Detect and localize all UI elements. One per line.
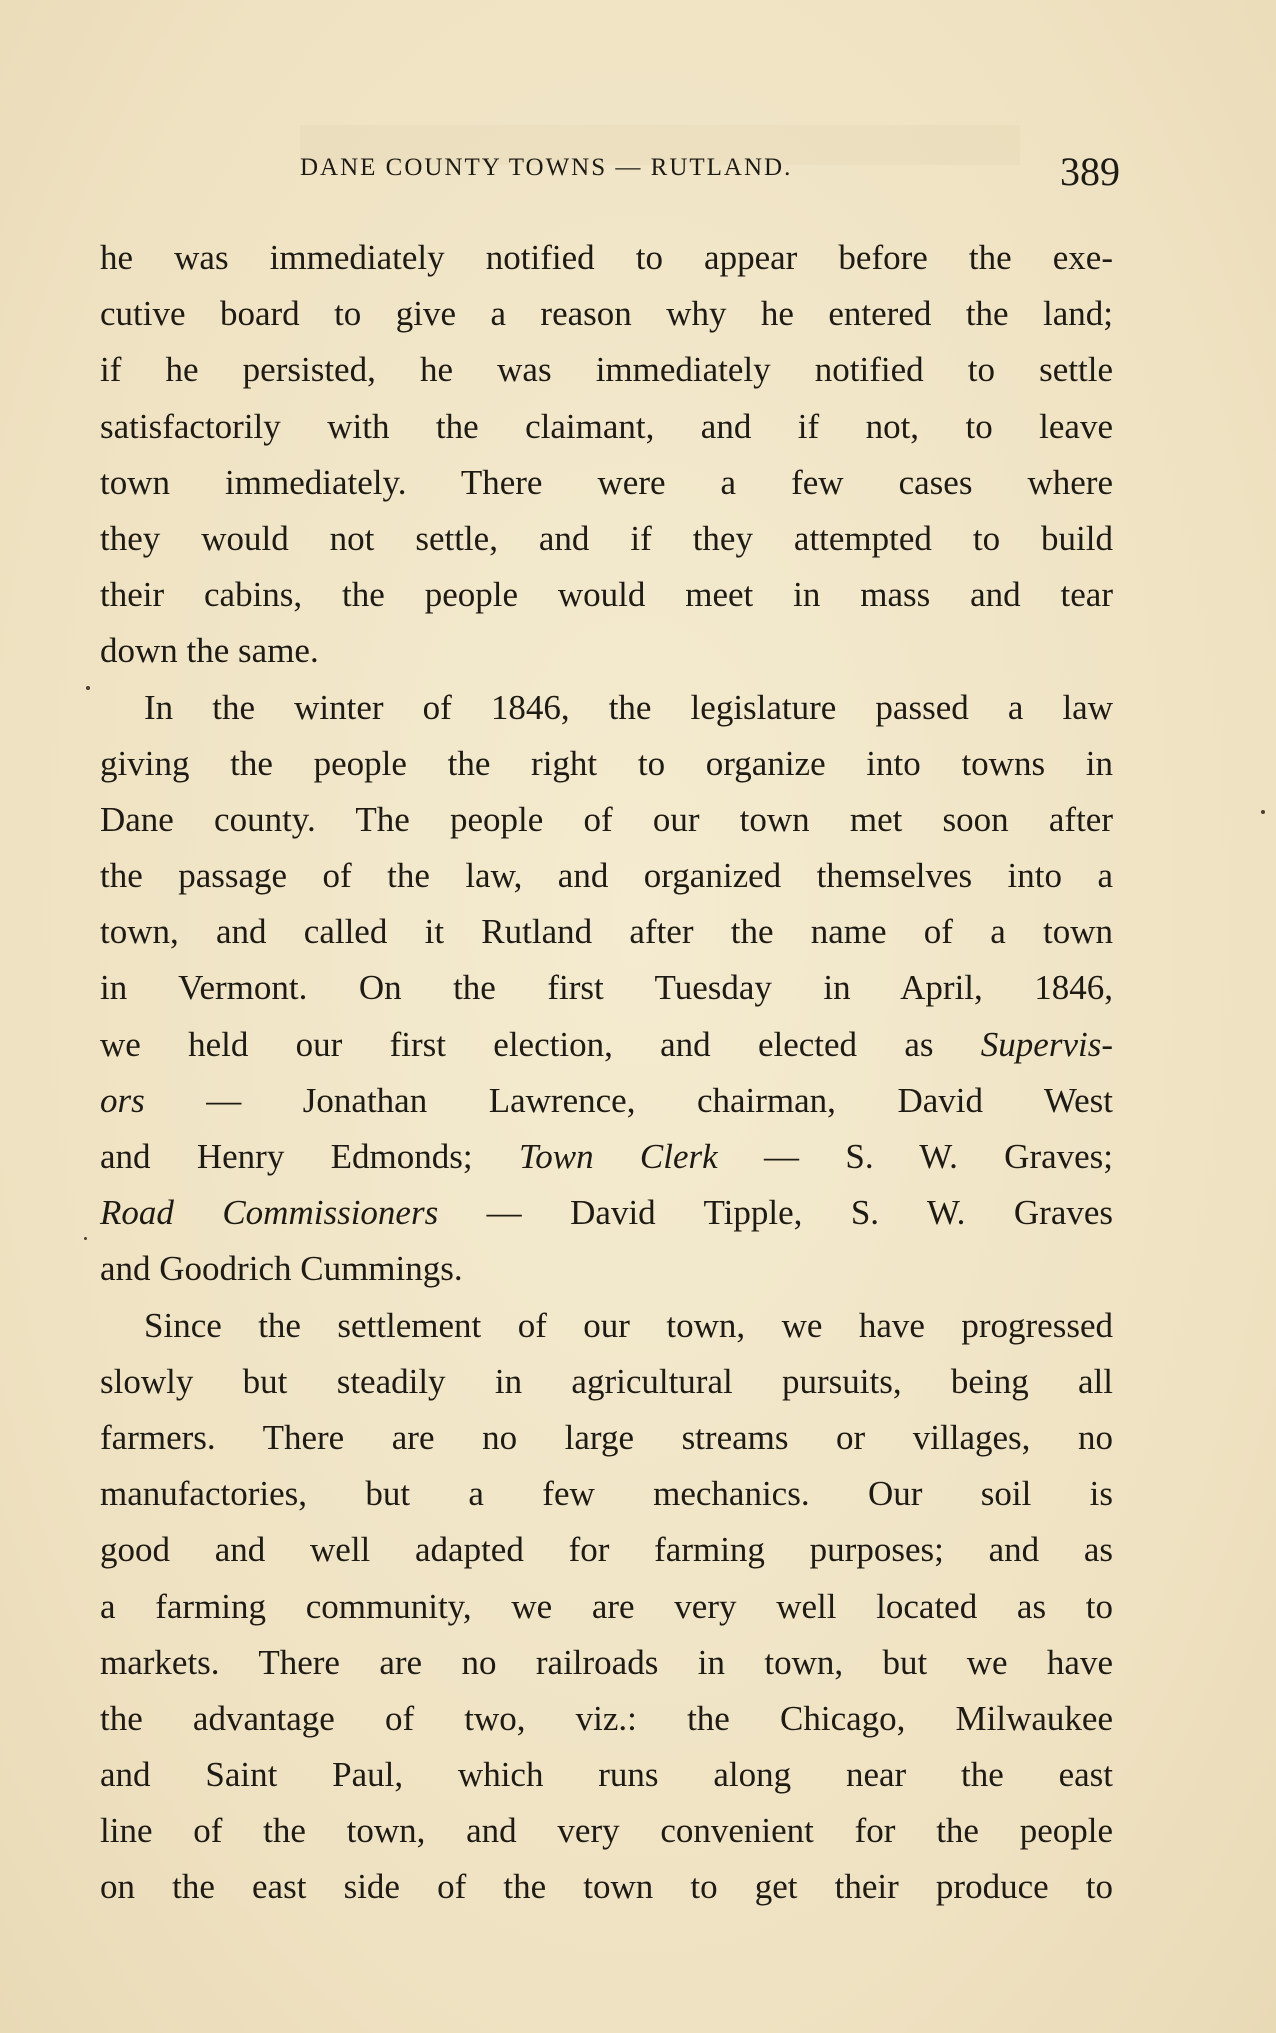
text-line: down the same. — [100, 631, 319, 671]
text-line: the advantage of two, viz.: the Chicago, Milwaukee — [100, 1698, 1113, 1738]
text-line: satisfactorily with the claimant, and if not, to leave — [100, 406, 1113, 446]
italic-term-supervisors-cont: ors — [100, 1080, 145, 1120]
text-line: Dane county. The people of our town met soon after — [100, 799, 1113, 839]
text-line — [100, 1073, 1113, 1129]
text-line: on the east side of the town to get their produce to — [100, 1867, 1113, 1907]
text-line: line of the town, and very convenient for the people — [100, 1811, 1113, 1851]
text-line: farmers. There are no large streams or villages, no — [100, 1417, 1113, 1457]
text-line: giving the people the right to organize into towns in — [100, 743, 1113, 783]
text-line: if he persisted, he was immediately notified to settle — [100, 350, 1113, 390]
ink-speck — [86, 686, 90, 690]
text-line: a farming community, we are very well located as to — [100, 1586, 1113, 1626]
text-line: Since the settlement of our town, we have progressed — [144, 1305, 1113, 1345]
text-line: and Goodrich Cummings. — [100, 1249, 463, 1289]
italic-term-road-commissioners: Road Commissioners — [100, 1193, 439, 1233]
body-text — [100, 230, 1113, 1916]
text-run: we held our first election, and elected as — [100, 1024, 934, 1064]
text-line — [100, 1129, 1113, 1185]
text-run: — David Tipple, S. W. Graves — [486, 1193, 1114, 1233]
italic-term-town-clerk: Town Clerk — [518, 1137, 718, 1176]
italic-term-supervisors: Supervis- — [980, 1024, 1113, 1064]
text-run: and Henry Edmonds; — [100, 1137, 473, 1176]
text-line: slowly but steadily in agricultural pursuits, being all — [100, 1361, 1113, 1401]
text-line — [100, 1017, 1113, 1073]
text-run: — S. W. Graves; — [764, 1137, 1114, 1176]
ink-speck — [84, 1237, 87, 1240]
text-line: good and well adapted for farming purposes; and as — [100, 1530, 1113, 1570]
text-line: town, and called it Rutland after the name of a town — [100, 912, 1113, 952]
ink-speck — [1261, 810, 1265, 814]
text-line: they would not settle, and if they attempted to build — [100, 518, 1113, 558]
text-line: and Saint Paul, which runs along near the east — [100, 1755, 1113, 1795]
text-line: markets. There are no railroads in town, but we have — [100, 1642, 1113, 1682]
text-line: town immediately. There were a few cases where — [100, 462, 1113, 502]
page-number: 389 — [1060, 149, 1120, 194]
text-line: their cabins, the people would meet in mass and tear — [100, 575, 1113, 615]
text-line: cutive board to give a reason why he entered the land; — [100, 294, 1113, 334]
text-line: manufactories, but a few mechanics. Our soil is — [100, 1474, 1113, 1514]
text-run: — Jonathan Lawrence, chairman, David West — [206, 1080, 1113, 1120]
running-title: DANE COUNTY TOWNS — RUTLAND. — [300, 154, 793, 181]
text-line: in Vermont. On the first Tuesday in April, 1846, — [100, 968, 1113, 1008]
text-line: the passage of the law, and organized themselves into a — [100, 856, 1113, 896]
text-line: he was immediately notified to appear before the exe- — [100, 238, 1113, 277]
text-line — [100, 1185, 1113, 1241]
text-line: In the winter of 1846, the legislature passed a law — [144, 687, 1113, 727]
running-header — [100, 148, 1120, 198]
